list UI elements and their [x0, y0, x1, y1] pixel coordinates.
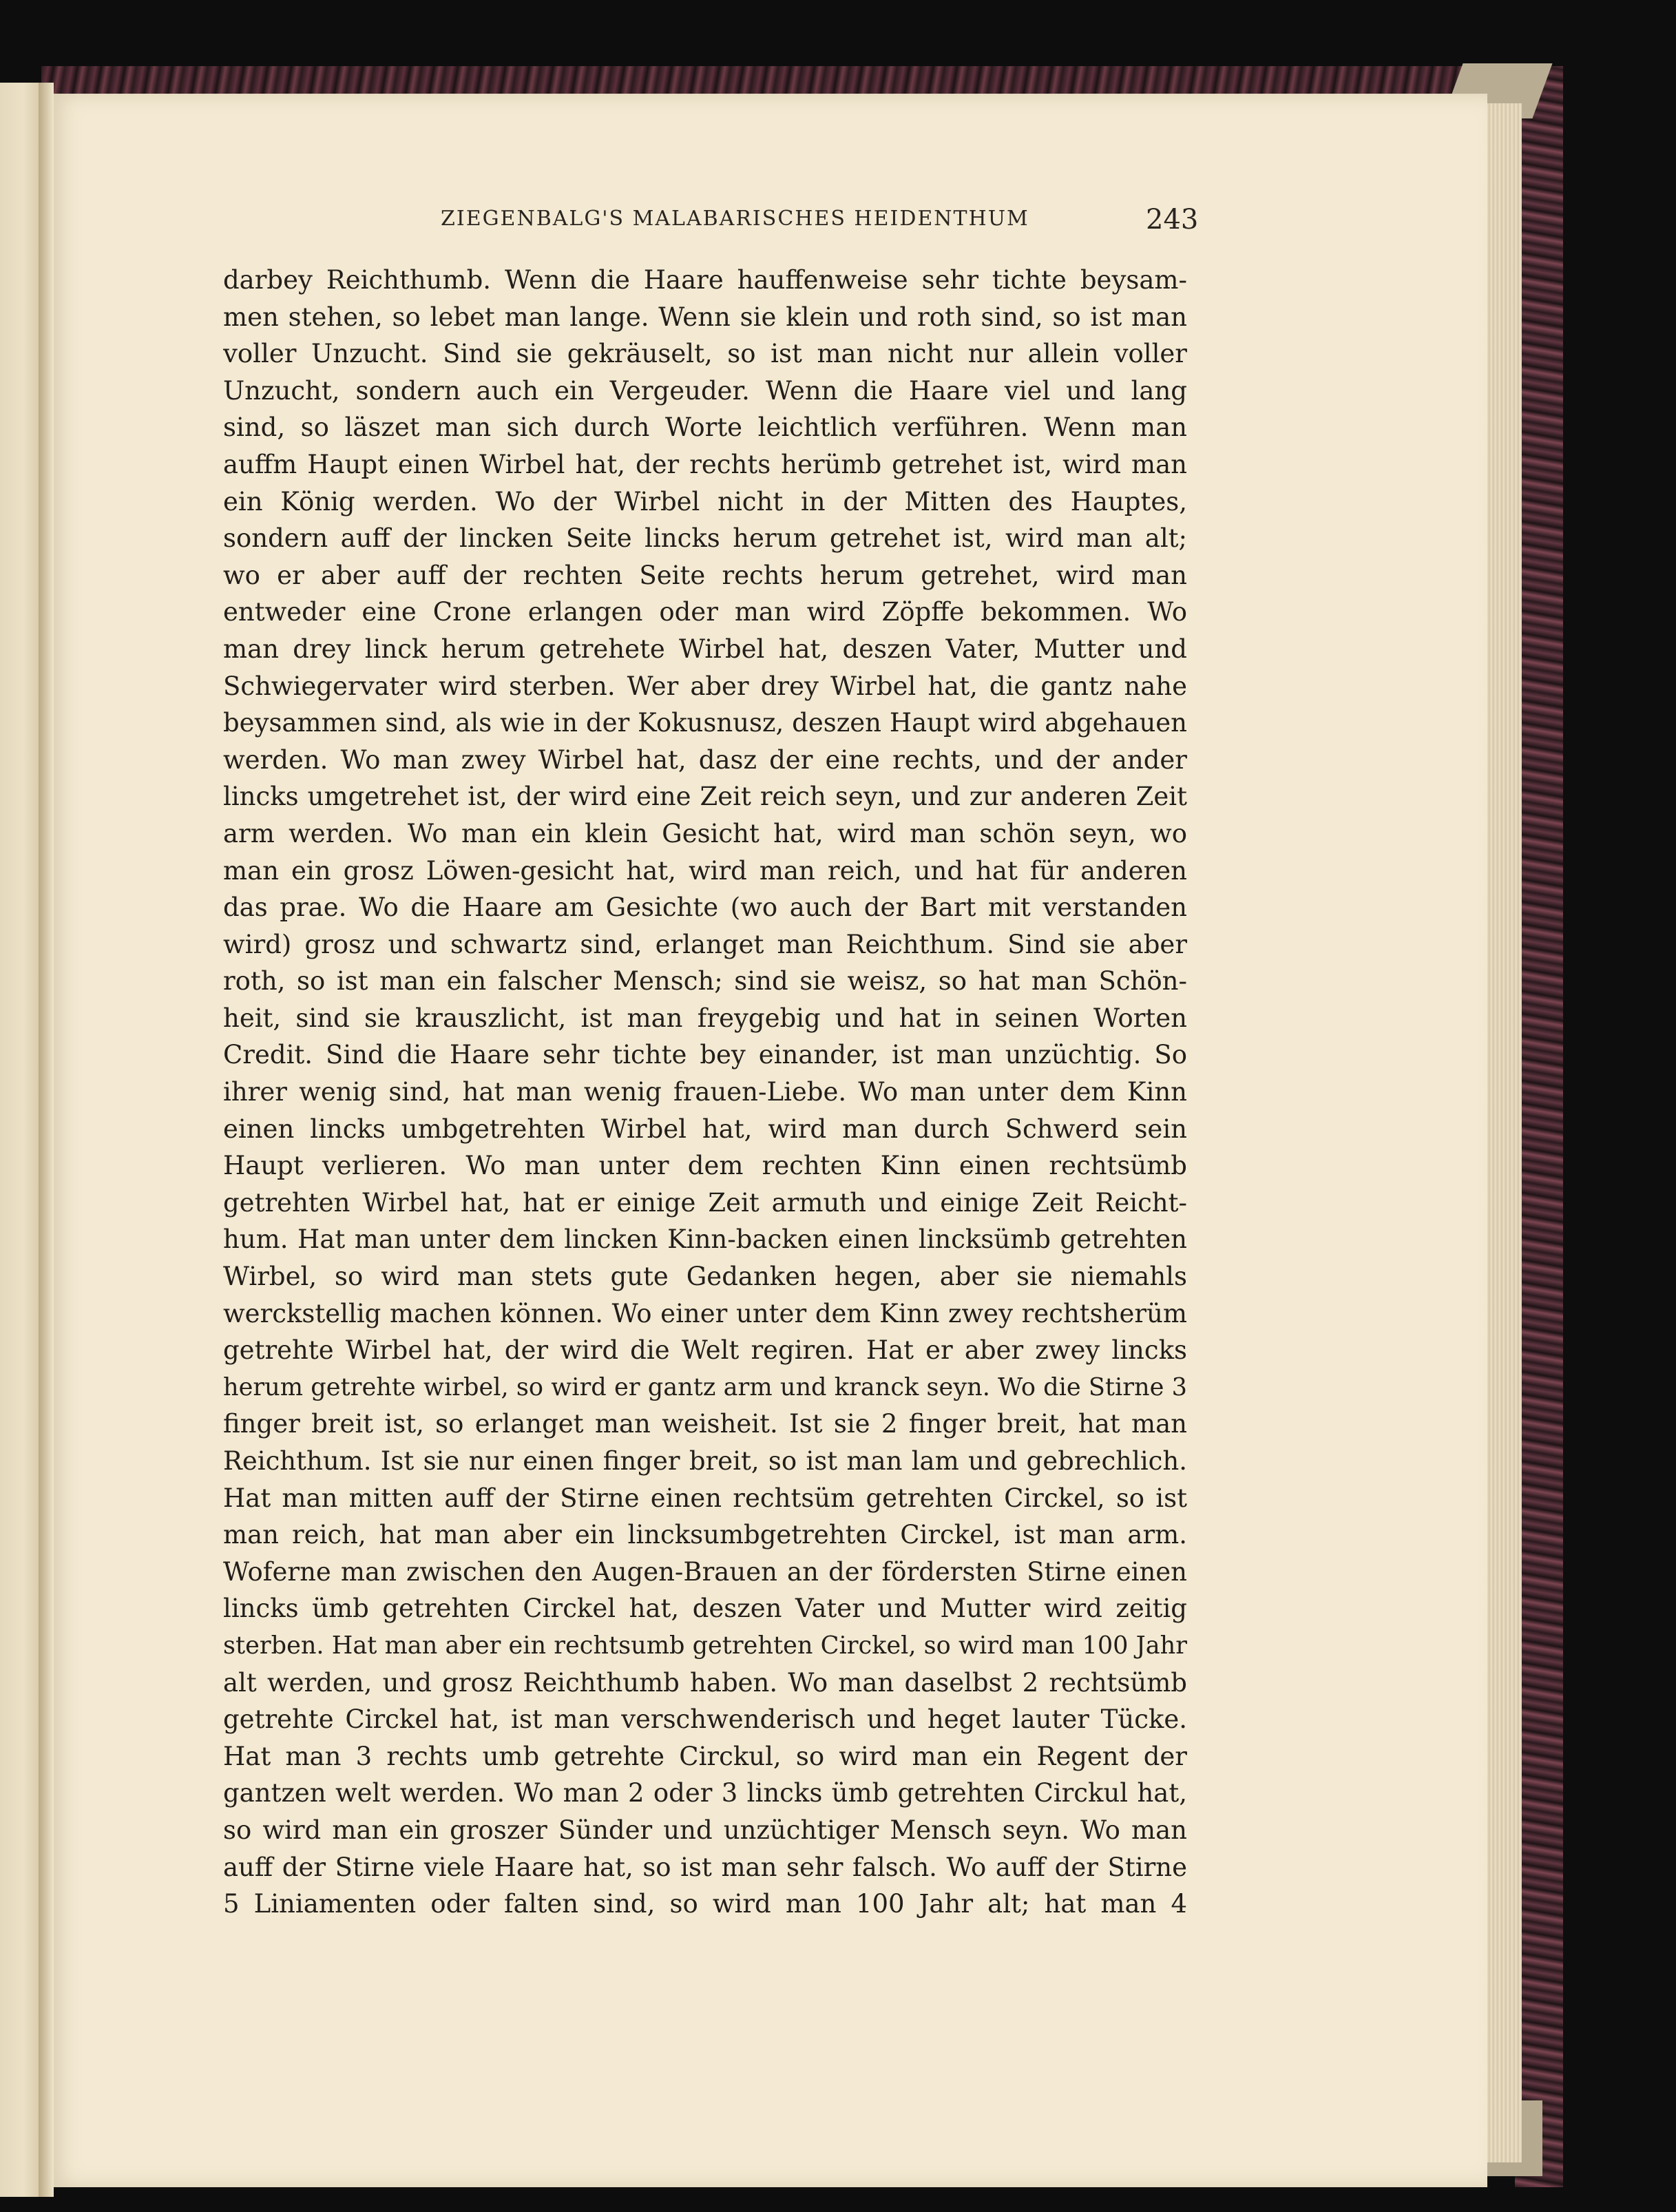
facing-page-edge [0, 83, 43, 2197]
text-line: Wirbel, so wird man stets gute Gedanken hegen, aber sie niemahls [223, 1262, 1187, 1292]
text-line: finger breit ist, so erlanget man weisheit. Ist sie 2 finger breit, hat man [223, 1409, 1187, 1439]
text-line: Woferne man zwischen den Augen-Brauen an der fördersten Stirne einen [223, 1556, 1187, 1587]
text-line: entweder eine Crone erlangen oder man wird Zöpffe bekommen. Wo [223, 597, 1187, 627]
text-line: man drey linck herum getrehete Wirbel hat, deszen Vater, Mutter und [223, 634, 1187, 664]
text-line: das prae. Wo die Haare am Gesichte (wo auch der Bart mit verstanden [223, 893, 1187, 923]
text-line: getrehte Wirbel hat, der wird die Welt regiren. Hat er aber zwey lincks [223, 1335, 1187, 1366]
text-line: auff der Stirne viele Haare hat, so ist man sehr falsch. Wo auff der Stirne [223, 1852, 1187, 1882]
page-number: 243 [1146, 204, 1199, 236]
text-line: voller Unzucht. Sind sie gekräuselt, so ist man nicht nur allein voller [223, 339, 1187, 369]
text-line: alt werden, und grosz Reichthumb haben. Wo man daselbst 2 rechtsümb [223, 1667, 1187, 1698]
text-line: 5 Liniamenten oder falten sind, so wird man 100 Jahr alt; hat man 4 [223, 1889, 1187, 1919]
text-line: wo er aber auff der rechten Seite rechts herum getrehet, wird man [223, 560, 1187, 590]
text-line: beysammen sind, als wie in der Kokusnusz, deszen Haupt wird abgehauen [223, 708, 1187, 738]
text-line: sondern auff der lincken Seite lincks herum getrehet ist, wird man alt; [223, 523, 1187, 554]
text-line: getrehte Circkel hat, ist man verschwenderisch und heget lauter Tücke. [223, 1704, 1187, 1735]
text-line: Haupt verlieren. Wo man unter dem rechten Kinn einen rechtsümb [223, 1151, 1187, 1181]
text-line: ein König werden. Wo der Wirbel nicht in der Mitten des Hauptes, [223, 486, 1187, 517]
text-line: lincks ümb getrehten Circkel hat, deszen Vater und Mutter wird zeitig [223, 1594, 1187, 1624]
text-line: Hat man 3 rechts umb getrehte Circkul, so wird man ein Regent der [223, 1741, 1187, 1771]
text-line: man reich, hat man aber ein lincksumbgetrehten Circkel, ist man arm. [223, 1520, 1187, 1550]
text-line: so wird man ein groszer Sünder und unzüchtiger Mensch seyn. Wo man [223, 1815, 1187, 1845]
text-line: herum getrehte wirbel, so wird er gantz arm und kranck seyn. Wo die Stirne 3 [223, 1373, 1187, 1401]
text-line: lincks umgetrehet ist, der wird eine Zeit reich seyn, und zur anderen Zeit [223, 782, 1187, 812]
text-line: men stehen, so lebet man lange. Wenn sie klein und roth sind, so ist man [223, 302, 1187, 332]
text-line: heit, sind sie krauszlicht, ist man freygebig und hat in seinen Worten [223, 1003, 1187, 1033]
text-line: werden. Wo man zwey Wirbel hat, dasz der eine rechts, und der ander [223, 744, 1187, 775]
text-line: arm werden. Wo man ein klein Gesicht hat, wird man schön seyn, wo [223, 818, 1187, 848]
text-line: sterben. Hat man aber ein rechtsumb getrehten Circkel, so wird man 100 Jahr [223, 1631, 1187, 1660]
text-line: wird) grosz und schwartz sind, erlanget man Reichthum. Sind sie aber [223, 929, 1187, 959]
text-line: roth, so ist man ein falscher Mensch; sind sie weisz, so hat man Schön- [223, 966, 1187, 997]
text-line: hum. Hat man unter dem lincken Kinn-backen einen lincksümb getrehten [223, 1224, 1187, 1255]
text-line: Unzucht, sondern auch ein Vergeuder. Wenn die Haare viel und lang [223, 375, 1187, 406]
text-line: auffm Haupt einen Wirbel hat, der rechts herümb getrehet ist, wird man [223, 449, 1187, 479]
text-line: Schwiegervater wird sterben. Wer aber drey Wirbel hat, die gantz nahe [223, 671, 1187, 701]
text-line: Reichthum. Ist sie nur einen finger breit, so ist man lam und gebrechlich. [223, 1446, 1187, 1476]
text-line: ihrer wenig sind, hat man wenig frauen-Liebe. Wo man unter dem Kinn [223, 1077, 1187, 1107]
book-cover-right-edge [1515, 66, 1563, 2187]
text-line: darbey Reichthumb. Wenn die Haare hauffenweise sehr tichte beysam- [223, 265, 1187, 295]
text-line: sind, so läszet man sich durch Worte leichtlich verführen. Wenn man [223, 413, 1187, 443]
running-head: ZIEGENBALG'S MALABARISCHES HEIDENTHUM [441, 207, 1029, 231]
text-line: getrehten Wirbel hat, hat er einige Zeit armuth und einige Zeit Reicht- [223, 1187, 1187, 1218]
book-gutter [39, 83, 54, 2197]
text-line: Credit. Sind die Haare sehr tichte bey einander, ist man unzüchtig. So [223, 1040, 1187, 1070]
text-line: gantzen welt werden. Wo man 2 oder 3 lincks ümb getrehten Circkul hat, [223, 1778, 1187, 1808]
text-line: werckstellig machen können. Wo einer unter dem Kinn zwey rechtsherüm [223, 1298, 1187, 1328]
text-line: einen lincks umbgetrehten Wirbel hat, wird man durch Schwerd sein [223, 1114, 1187, 1144]
body-text [223, 262, 1187, 1923]
text-line: Hat man mitten auff der Stirne einen rechtsüm getrehten Circkel, so ist [223, 1483, 1187, 1513]
text-line: man ein grosz Löwen-gesicht hat, wird man reich, und hat für anderen [223, 855, 1187, 886]
